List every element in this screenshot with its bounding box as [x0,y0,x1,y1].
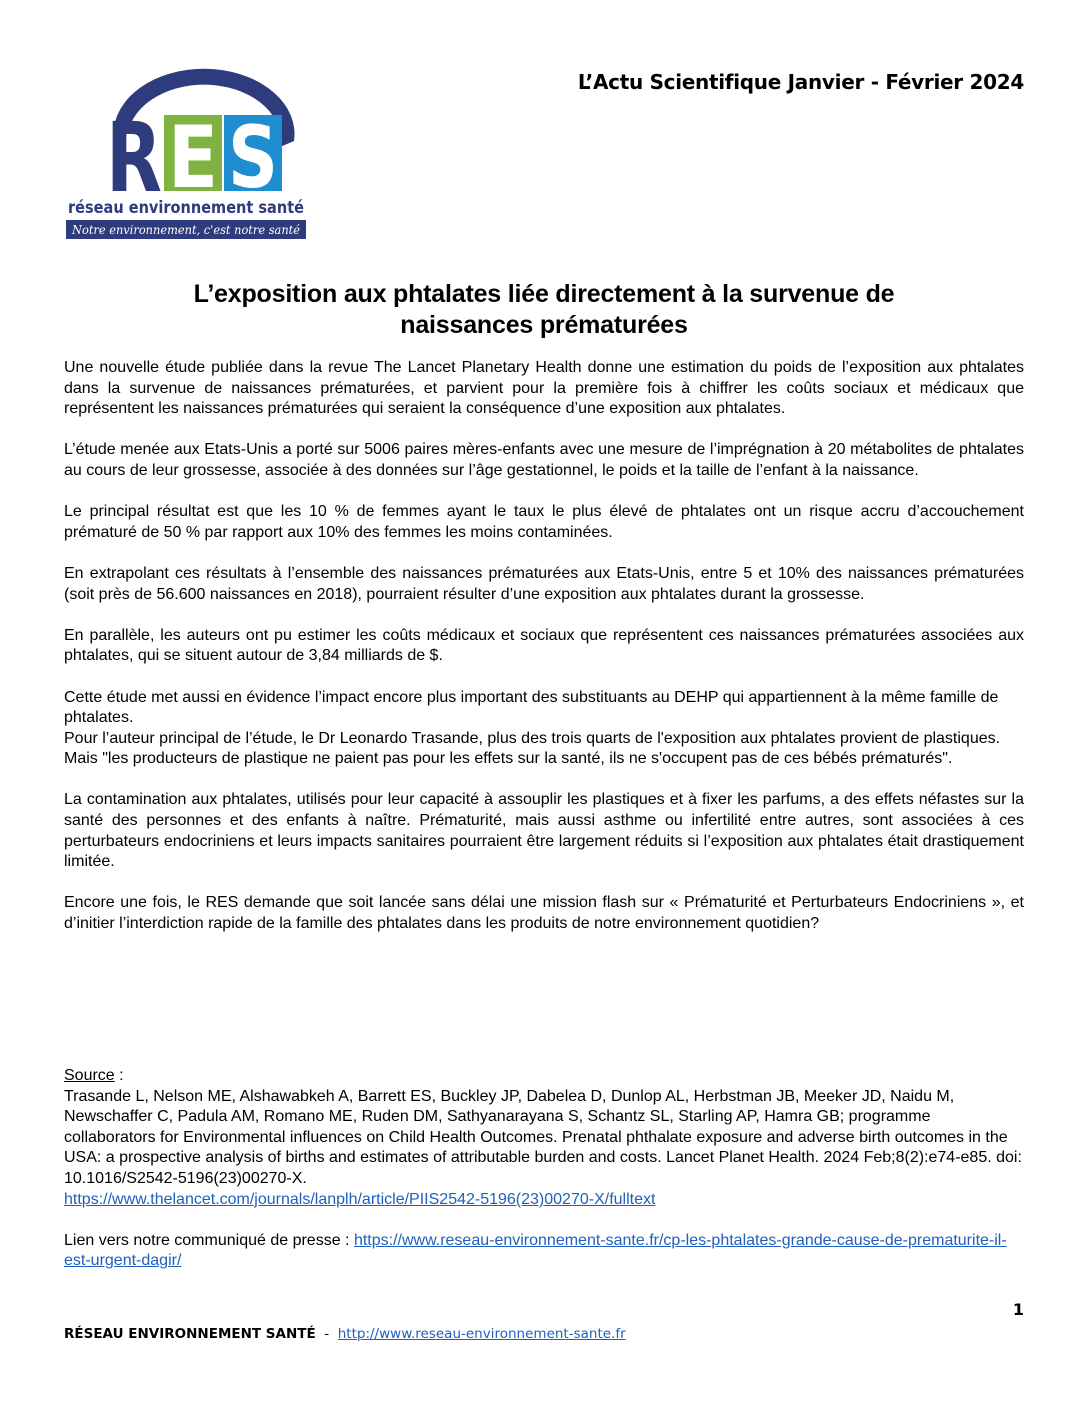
logo-letter-s: S [228,108,278,208]
page-footer [64,1326,626,1342]
article-paragraph: En extrapolant ces résultats à l’ensemble des naissances prématurées aux Etats-Unis, entre 5 et 10% des naissances prématurées (soit près de 56.600 naissances en 2018), pourraient résulter d’une exposition aux phtalates durant la grossesse. [64,564,1024,603]
article-paragraph: Le principal résultat est que les 10 % de femmes ayant le taux le plus élevé de phtalates ont un risque accru d’accouchement prématuré de 50 % par rapport aux 10% des femmes les moins contaminées. [64,503,1024,541]
press-release-label: Lien vers notre communiqué de presse : [64,1231,354,1249]
article-paragraph: Pour l’auteur principal de l’étude, le Dr Leonardo Trasande, plus des trois quarts de l'exposition aux phtalates provient de plastiques. Mais "les producteurs de plastique ne paient pas pour les effets sur la santé, ils ne s'occupent pas de ces bébés prématurés". [64,729,1001,768]
article-paragraph: En parallèle, les auteurs ont pu estimer les coûts médicaux et sociaux que représentent ces naissances prématurées associées aux phtalates, qui se situent autour de 3,84 milliards de $. [64,626,1024,665]
newsletter-title: L’Actu Scientifique Janvier - Février 2024 [577,70,1024,94]
logo-letter-e: E [168,108,218,208]
footer-url[interactable]: http://www.reseau-environnement-sante.fr [337,1326,626,1342]
res-logo [62,63,310,241]
footer-org: RÉSEAU ENVIRONNEMENT SANTÉ [64,1326,316,1342]
article-paragraph: La contamination aux phtalates, utilisés pour leur capacité à assouplir les plastiques et à fixer les parfums, a des effets néfastes sur la santé des personnes et des enfants à naître. Prématurité, mais aussi asthme ou infertilité entre autres, sont associées à ces perturbateurs endocriniens et leurs impacts sanitaires pourraient être largement réduits si l’exposition aux phtalates était drastiquement limitée. [64,791,1024,871]
logo-letter-r: R [106,102,162,214]
press-release-link[interactable]: https://www.reseau-environnement-sante.fr/cp-les-phtalates-grande-cause-de-prematurite-il-est-urgent-dagir/ [64,1231,1007,1270]
article-body [64,358,1024,955]
source-label: Source [64,1067,115,1084]
res-logo-graphic [62,63,310,241]
article-paragraph: L’étude menée aux Etats-Unis a porté sur 5006 paires mères-enfants avec une mesure de l’imprégnation à 20 métabolites de phtalates au cours de leur grossesse, associée à des données sur l’âge gestationnel, le poids et la taille de l’enfant à la naissance. [64,441,1024,479]
article-title [64,279,1024,341]
article-paragraph: Cette étude met aussi en évidence l’impact encore plus important des substituants au DEHP qui appartiennent à la même famille de phtalates. [64,688,999,727]
source-separator: : [114,1067,124,1084]
article-paragraph: Encore une fois, le RES demande que soit lancée sans délai une mission flash sur « Prématurité et Perturbateurs Endocriniens », et d’initier l’interdiction rapide de la famille des phtalates dans les produits de notre environnement quotidien? [64,894,1024,933]
press-release-line [64,1231,1024,1272]
page-number: 1 [1012,1300,1024,1319]
article-title-line: naissances prématurées [400,311,688,339]
article-title-line: L’exposition aux phtalates liée directement à la survenue de [193,280,895,308]
source-link[interactable]: https://www.thelancet.com/journals/lanplh/article/PIIS2542-5196(23)00270-X/fulltext [64,1190,656,1208]
source-heading [64,1066,1024,1087]
source-section [64,1066,1024,1272]
logo-name: réseau environnement santé [68,198,304,218]
footer-dash: - [315,1326,338,1342]
source-citation: Trasande L, Nelson ME, Alshawabkeh A, Barrett ES, Buckley JP, Dabelea D, Dunlop AL, Herbstman JB, Meeker JD, Naidu M, Newschaffer C, Padula AM, Romano ME, Ruden DM, Sathyanarayana S, Schantz SL, Starling AP, Hamra GB; programme collaborators for Environmental influences on Child Health Outcomes. Prenatal phthalate exposure and adverse birth outcomes in the USA: a prospective analysis of births and estimates of attributable burden and costs. Lancet Planet Health. 2024 Feb;8(2):e74-e85. doi: 10.1016/S2542-5196(23)00270-X. [64,1087,1022,1187]
article-paragraph: Une nouvelle étude publiée dans la revue The Lancet Planetary Health donne une estimation du poids de l’exposition aux phtalates dans la survenue de naissances prématurées, et parvient pour la première fois à chiffrer les coûts sociaux et médicaux que représentent les naissances prématurées qui seraient la conséquence d’une exposition aux phtalates. [64,359,1024,418]
logo-tagline: Notre environnement, c'est notre santé [71,223,300,237]
